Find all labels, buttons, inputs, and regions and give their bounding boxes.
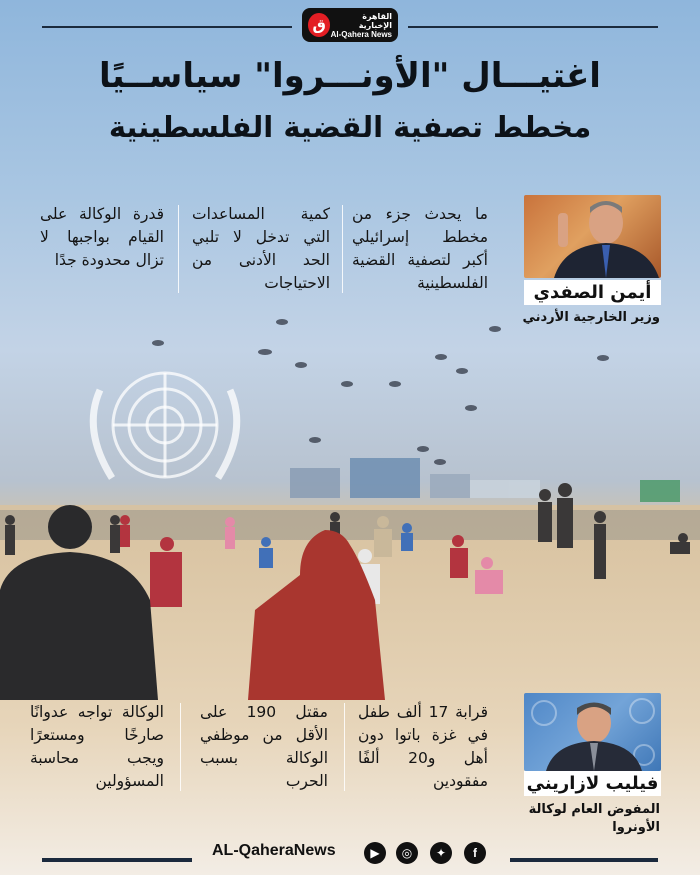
- airdrop-parachutes: [152, 319, 609, 465]
- quote-separator: [344, 703, 345, 791]
- footer-brand: AL-QaheraNews: [212, 842, 336, 859]
- speaker2-name: فيليب لازاريني: [524, 771, 661, 796]
- facebook-icon[interactable]: f: [464, 842, 486, 864]
- speaker1-name: أيمن الصفدي: [524, 280, 661, 305]
- footer-rule-left: [42, 858, 192, 862]
- speaker2-quote-2: مقتل 190 على الأقل من موظفي الوكالة بسبب الحرب: [200, 703, 328, 790]
- logo-arabic-name: القاهرة الإخبارية: [358, 11, 392, 30]
- speaker1-quote-1: ما يحدث جزء من مخطط إسرائيلي أكبر لتصفية القضية الفلسطينية: [352, 205, 488, 292]
- logo-english-name: Al-Qahera News: [330, 29, 392, 39]
- quote-separator: [178, 205, 179, 293]
- footer-rule-right: [510, 858, 658, 862]
- header-rule-left: [42, 26, 292, 28]
- header-rule-right: [408, 26, 658, 28]
- speaker1-role: وزير الخارجية الأردني: [522, 310, 660, 325]
- speaker2-role-line-1: المفوض العام لوكالة: [528, 802, 660, 817]
- logo-text: [330, 12, 392, 39]
- headline-line-1: اغتيـــال "الأونـــروا" سياســيًا: [99, 56, 601, 96]
- quote-separator: [342, 205, 343, 293]
- speaker2-photo: [524, 693, 661, 771]
- logo-mark: ق: [308, 13, 330, 37]
- speaker1-quote-3: قدرة الوكالة على القيام بواجبها لا تزال محدودة جدًا: [40, 205, 164, 269]
- speaker2-role-line-2: الأونروا: [612, 820, 660, 835]
- quote-separator: [180, 703, 181, 791]
- speaker1-quote-2: كمية المساعدات التي تدخل لا تلبي الحد الأدنى من الاحتياجات: [192, 205, 330, 292]
- speaker1-photo: [524, 195, 661, 278]
- channel-logo[interactable]: [302, 8, 398, 42]
- twitter-icon[interactable]: ✦: [430, 842, 452, 864]
- speaker2-quote-3: الوكالة تواجه عدوانًا صارخًا ومستعرًا ويجب محاسبة المسؤولين: [30, 703, 164, 790]
- headline-line-2: مخطط تصفية القضية الفلسطينية: [108, 110, 592, 144]
- speaker2-quote-1: قرابة 17 ألف طفل في غزة باتوا دون أهل و20 ألفًا مفقودين: [358, 703, 488, 790]
- instagram-icon[interactable]: ◎: [396, 842, 418, 864]
- un-emblem: [93, 373, 237, 478]
- youtube-icon[interactable]: ▶: [364, 842, 386, 864]
- distant-buildings: [290, 458, 680, 502]
